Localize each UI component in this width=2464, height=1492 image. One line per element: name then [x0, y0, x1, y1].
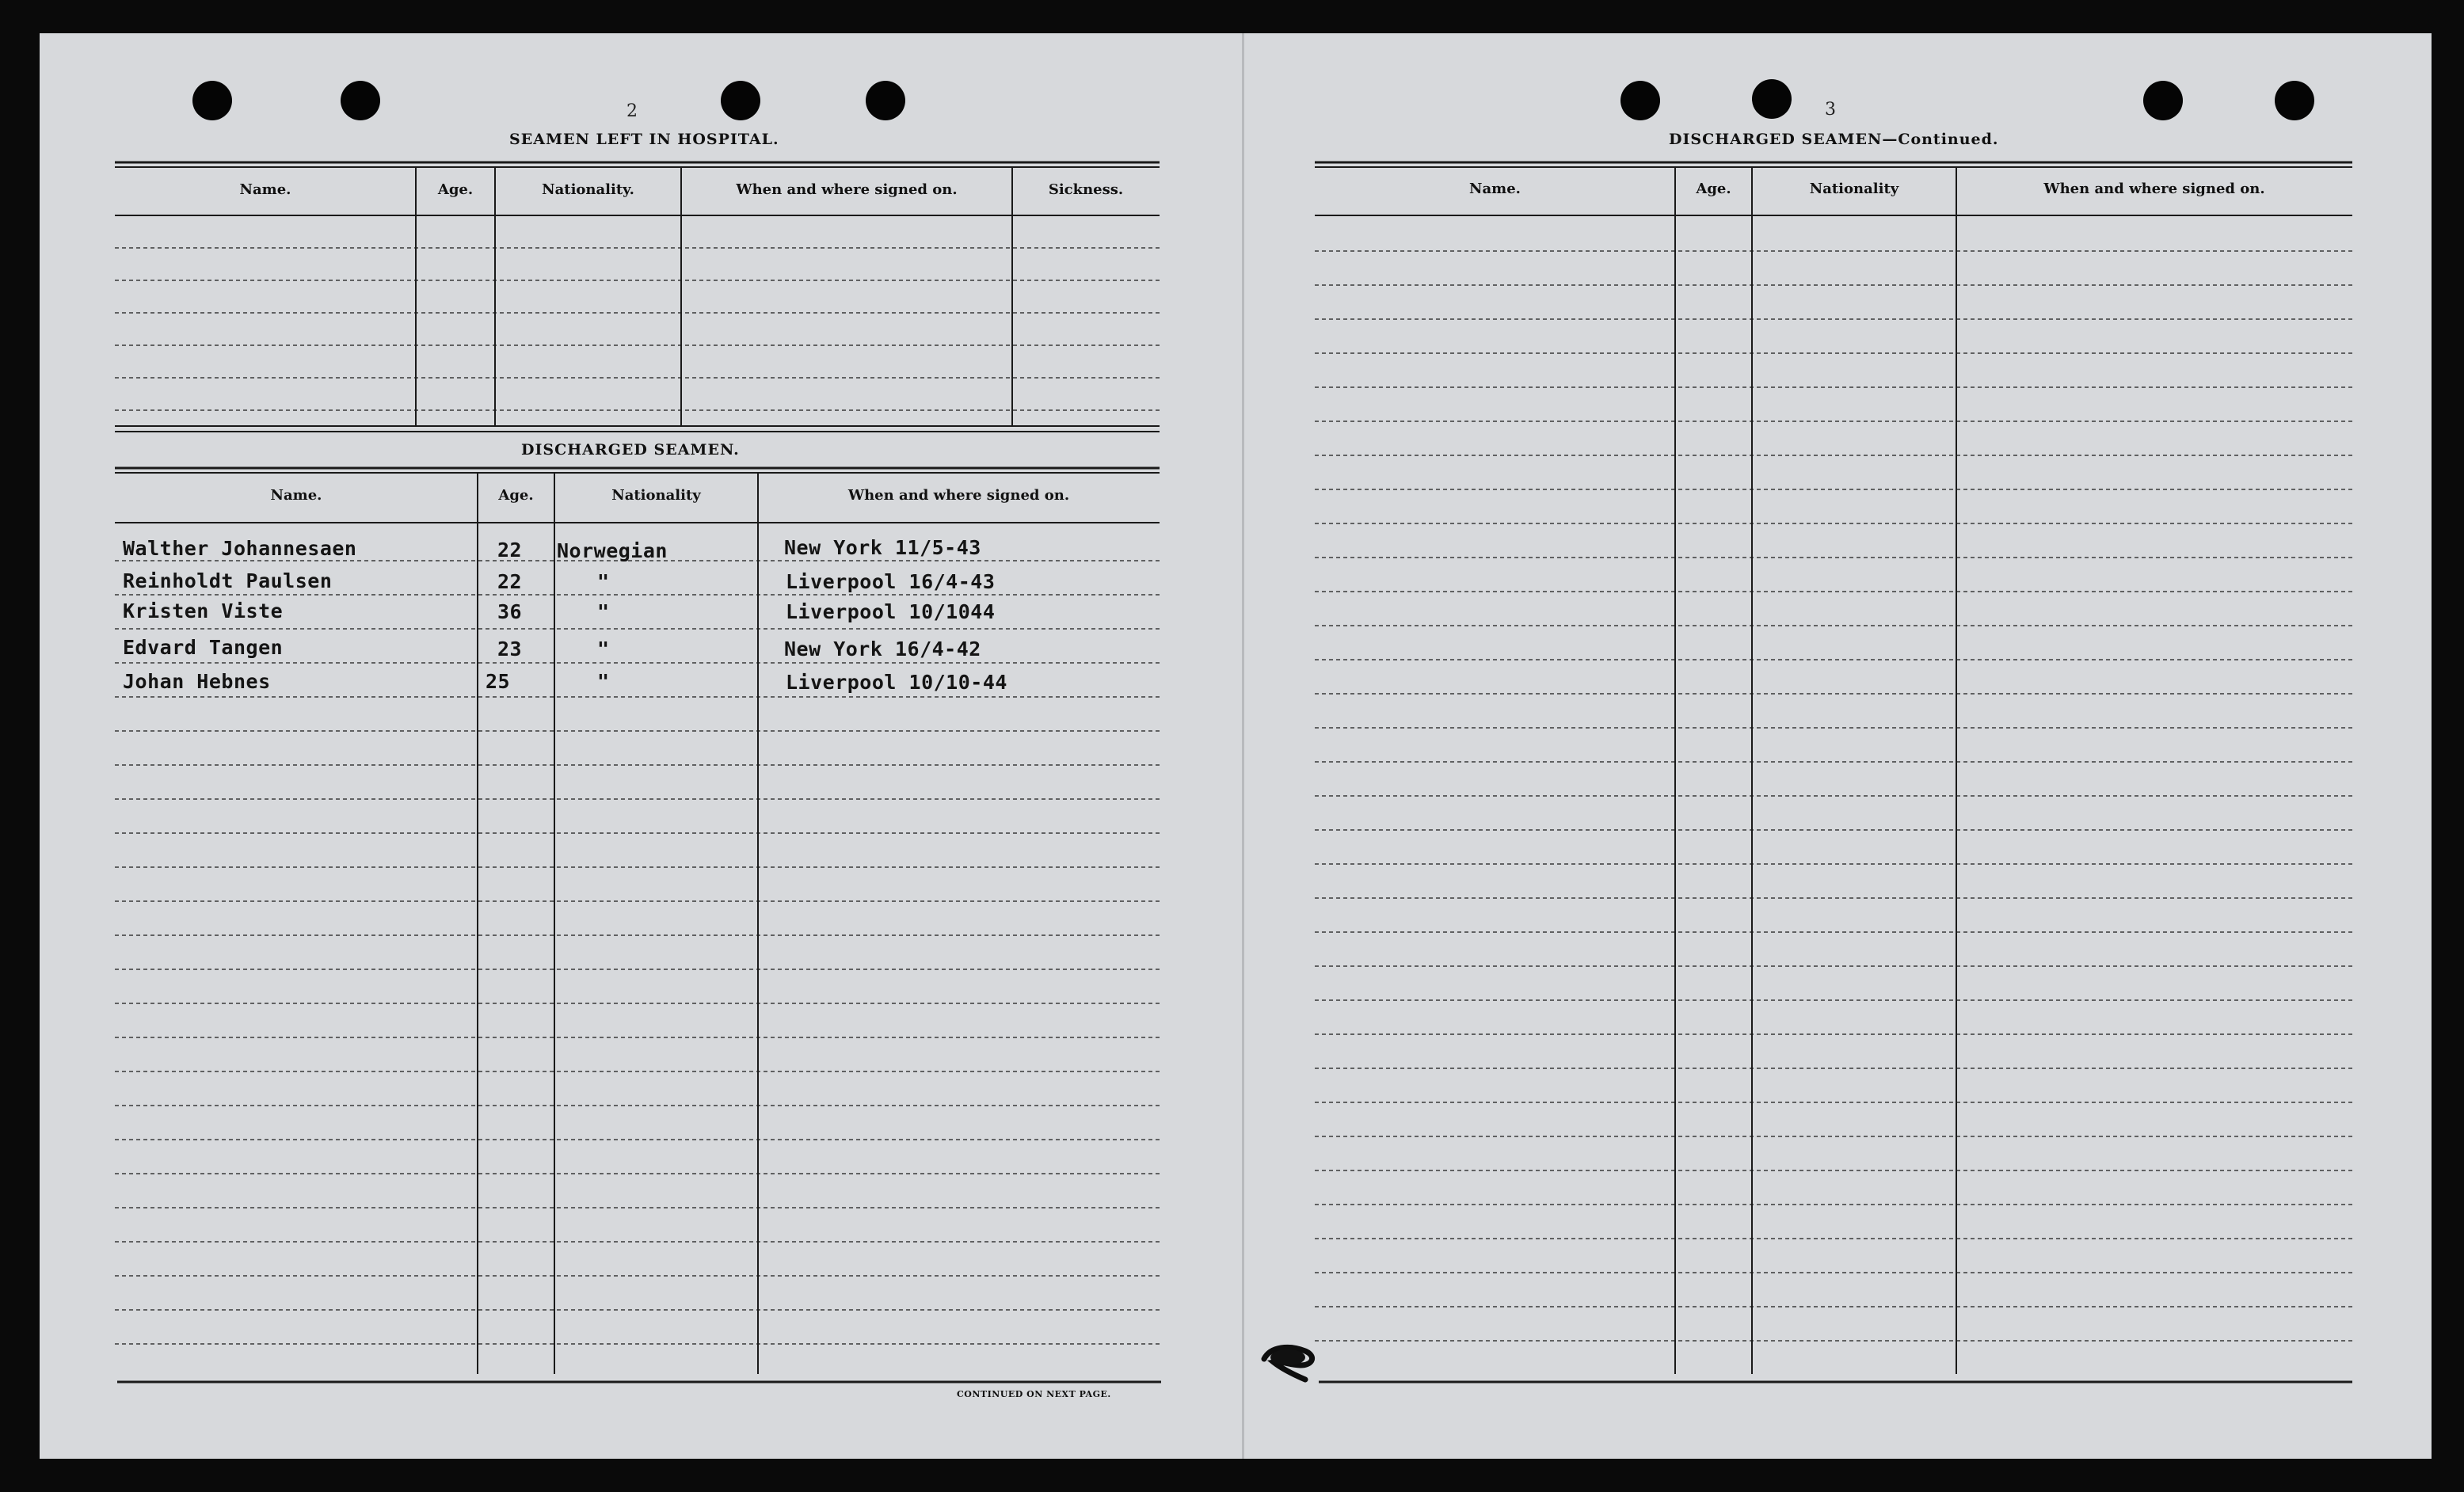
hospital-header-signed-on: When and where signed on.: [736, 181, 958, 198]
discharged-header-name: Name.: [270, 487, 322, 504]
seaman-signed-on: New York 11/5-43: [784, 536, 981, 559]
hospital-header-name: Name.: [239, 181, 291, 198]
hospital-header-nationality: Nationality.: [542, 181, 634, 198]
left-page-number: 2: [626, 101, 638, 121]
seaman-signed-on: Liverpool 10/10-44: [786, 671, 1007, 694]
discharged-section-title: DISCHARGED SEAMEN.: [521, 441, 740, 459]
seaman-age: 23: [497, 638, 523, 660]
seaman-nationality: ": [597, 638, 610, 660]
seaman-nationality: ": [597, 570, 610, 593]
seaman-name: Kristen Viste: [123, 599, 284, 622]
right-page-number: 3: [1825, 100, 1836, 120]
seaman-nationality: ": [597, 600, 610, 623]
hospital-section-title: SEAMEN LEFT IN HOSPITAL.: [509, 131, 779, 148]
seaman-signed-on: New York 16/4-42: [784, 638, 981, 660]
seaman-name: Walther Johannesaen: [123, 537, 357, 560]
seaman-nationality: Norwegian: [557, 539, 668, 562]
seaman-name: Edvard Tangen: [123, 636, 284, 659]
seaman-age: 25: [486, 670, 511, 693]
continued-header-signed-on: When and where signed on.: [2043, 181, 2265, 197]
seaman-signed-on: Liverpool 16/4-43: [786, 570, 996, 593]
seaman-nationality: ": [597, 670, 610, 693]
discharged-header-age: Age.: [498, 487, 534, 504]
continued-header-age: Age.: [1696, 181, 1731, 197]
continued-footer: CONTINUED ON NEXT PAGE.: [957, 1389, 1111, 1399]
hospital-header-age: Age.: [437, 181, 474, 198]
seaman-signed-on: Liverpool 10/1044: [786, 600, 996, 623]
seaman-age: 22: [497, 570, 523, 593]
discharged-header-nationality: Nationality: [611, 487, 701, 504]
seaman-age: 22: [497, 539, 523, 561]
discharged-continued-title: DISCHARGED SEAMEN—Continued.: [1669, 131, 1999, 148]
seaman-name: Reinholdt Paulsen: [123, 569, 333, 592]
ink-mark-icon: [1258, 1338, 1321, 1386]
seaman-age: 36: [497, 600, 523, 623]
discharged-header-signed-on: When and where signed on.: [847, 487, 1070, 504]
hospital-header-sickness: Sickness.: [1048, 181, 1124, 198]
continued-header-name: Name.: [1469, 181, 1521, 197]
seaman-name: Johan Hebnes: [123, 670, 271, 693]
continued-header-nationality: Nationality: [1809, 181, 1899, 197]
